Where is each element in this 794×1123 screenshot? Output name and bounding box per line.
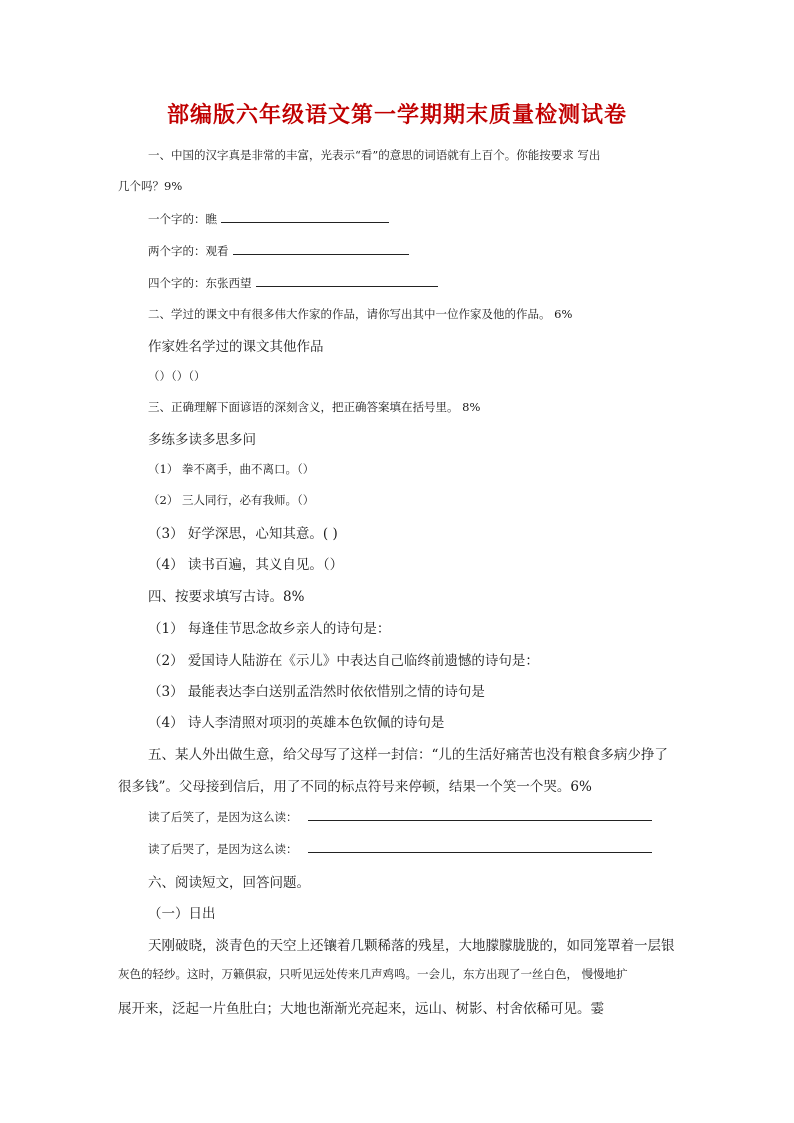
q1-item-1-label: 一个字的：瞧 — [148, 212, 217, 226]
q1-item-2-label: 两个字的：观看 — [148, 244, 229, 258]
q1-item-3-blank[interactable] — [256, 274, 438, 287]
q3-item-2: （2） 三人同行，必有我师。（） — [148, 493, 315, 507]
q1-item-1 — [148, 210, 389, 227]
q5-cry — [148, 840, 652, 857]
q3-item-4: （4） 读书百遍，其义自见。（） — [148, 557, 344, 573]
q4-item-2: （2） 爱国诗人陆游在《示儿》中表达自己临终前遗憾的诗句是： — [148, 653, 539, 669]
q4-item-1: （1） 每逢佳节思念故乡亲人的诗句是： — [148, 621, 391, 637]
q1-prompt-line1: 一、中国的汉字真是非常的丰富，光表示“看”的意思的词语就有上百个。你能按要求 写出 — [148, 148, 601, 162]
q3-prompt: 三、正确理解下面谚语的深刻含义，把正确答案填在括号里。 8% — [148, 400, 481, 414]
q1-item-2-blank[interactable] — [233, 242, 409, 255]
q1-item-1-blank[interactable] — [221, 210, 389, 223]
q1-item-3 — [148, 274, 438, 291]
q6-prompt: 六、阅读短文，回答问题。 — [148, 875, 310, 891]
q2-header: 作家姓名学过的课文其他作品 — [148, 339, 324, 355]
passage-line-3: 展开来，泛起一片鱼肚白；大地也渐渐光亮起来，远山、树影、村舍依稀可见。霎 — [118, 1001, 604, 1017]
q2-parens: （）（）（） — [148, 369, 206, 383]
q5-laugh-blank[interactable] — [308, 808, 652, 821]
q5-prompt-line1: 五、某人外出做生意，给父母写了这样一封信：“儿的生活好痛苦也没有粮食多病少挣了 — [148, 747, 668, 763]
passage-line-1: 天刚破晓，淡青色的天空上还镶着几颗稀落的残星，大地朦朦胧胧的，如同笼罩着一层银 — [148, 938, 675, 954]
q4-item-3: （3） 最能表达李白送别孟浩然时依依惜别之情的诗句是 — [148, 684, 485, 700]
q4-prompt: 四、按要求填写古诗。8% — [148, 589, 305, 605]
q2-prompt: 二、学过的课文中有很多伟大作家的作品，请你写出其中一位作家及他的作品。 6% — [148, 307, 573, 321]
q4-item-4: （4） 诗人李清照对项羽的英雄本色钦佩的诗句是 — [148, 715, 445, 731]
q5-prompt-line2: 很多钱”。父母接到信后，用了不同的标点符号来停顿，结果一个笑一个哭。6% — [118, 779, 592, 795]
passage-line-2: 灰色的轻纱。这时，万籁俱寂，只听见远处传来几声鸡鸣。一会儿，东方出现了一丝白色， 慢慢地扩 — [118, 967, 628, 981]
q3-item-3: （3） 好学深思，心知其意。( ) — [148, 526, 338, 542]
q1-item-3-label: 四个字的：东张西望 — [148, 276, 252, 290]
q3-item-1: （1） 拳不离手，曲不离口。（） — [148, 462, 315, 476]
q3-options: 多练多读多思多问 — [148, 432, 256, 448]
q6-subtitle: （一）日出 — [148, 906, 216, 922]
page-title: 部编版六年级语文第一学期期末质量检测试卷 — [166, 103, 627, 128]
q5-cry-blank[interactable] — [308, 840, 652, 853]
q1-prompt-line2: 几个吗？9% — [118, 179, 183, 193]
q5-laugh — [148, 808, 652, 825]
q5-laugh-label: 读了后笑了，是因为这么读： — [148, 810, 298, 824]
q1-item-2 — [148, 242, 409, 259]
q5-cry-label: 读了后哭了，是因为这么读： — [148, 842, 298, 856]
